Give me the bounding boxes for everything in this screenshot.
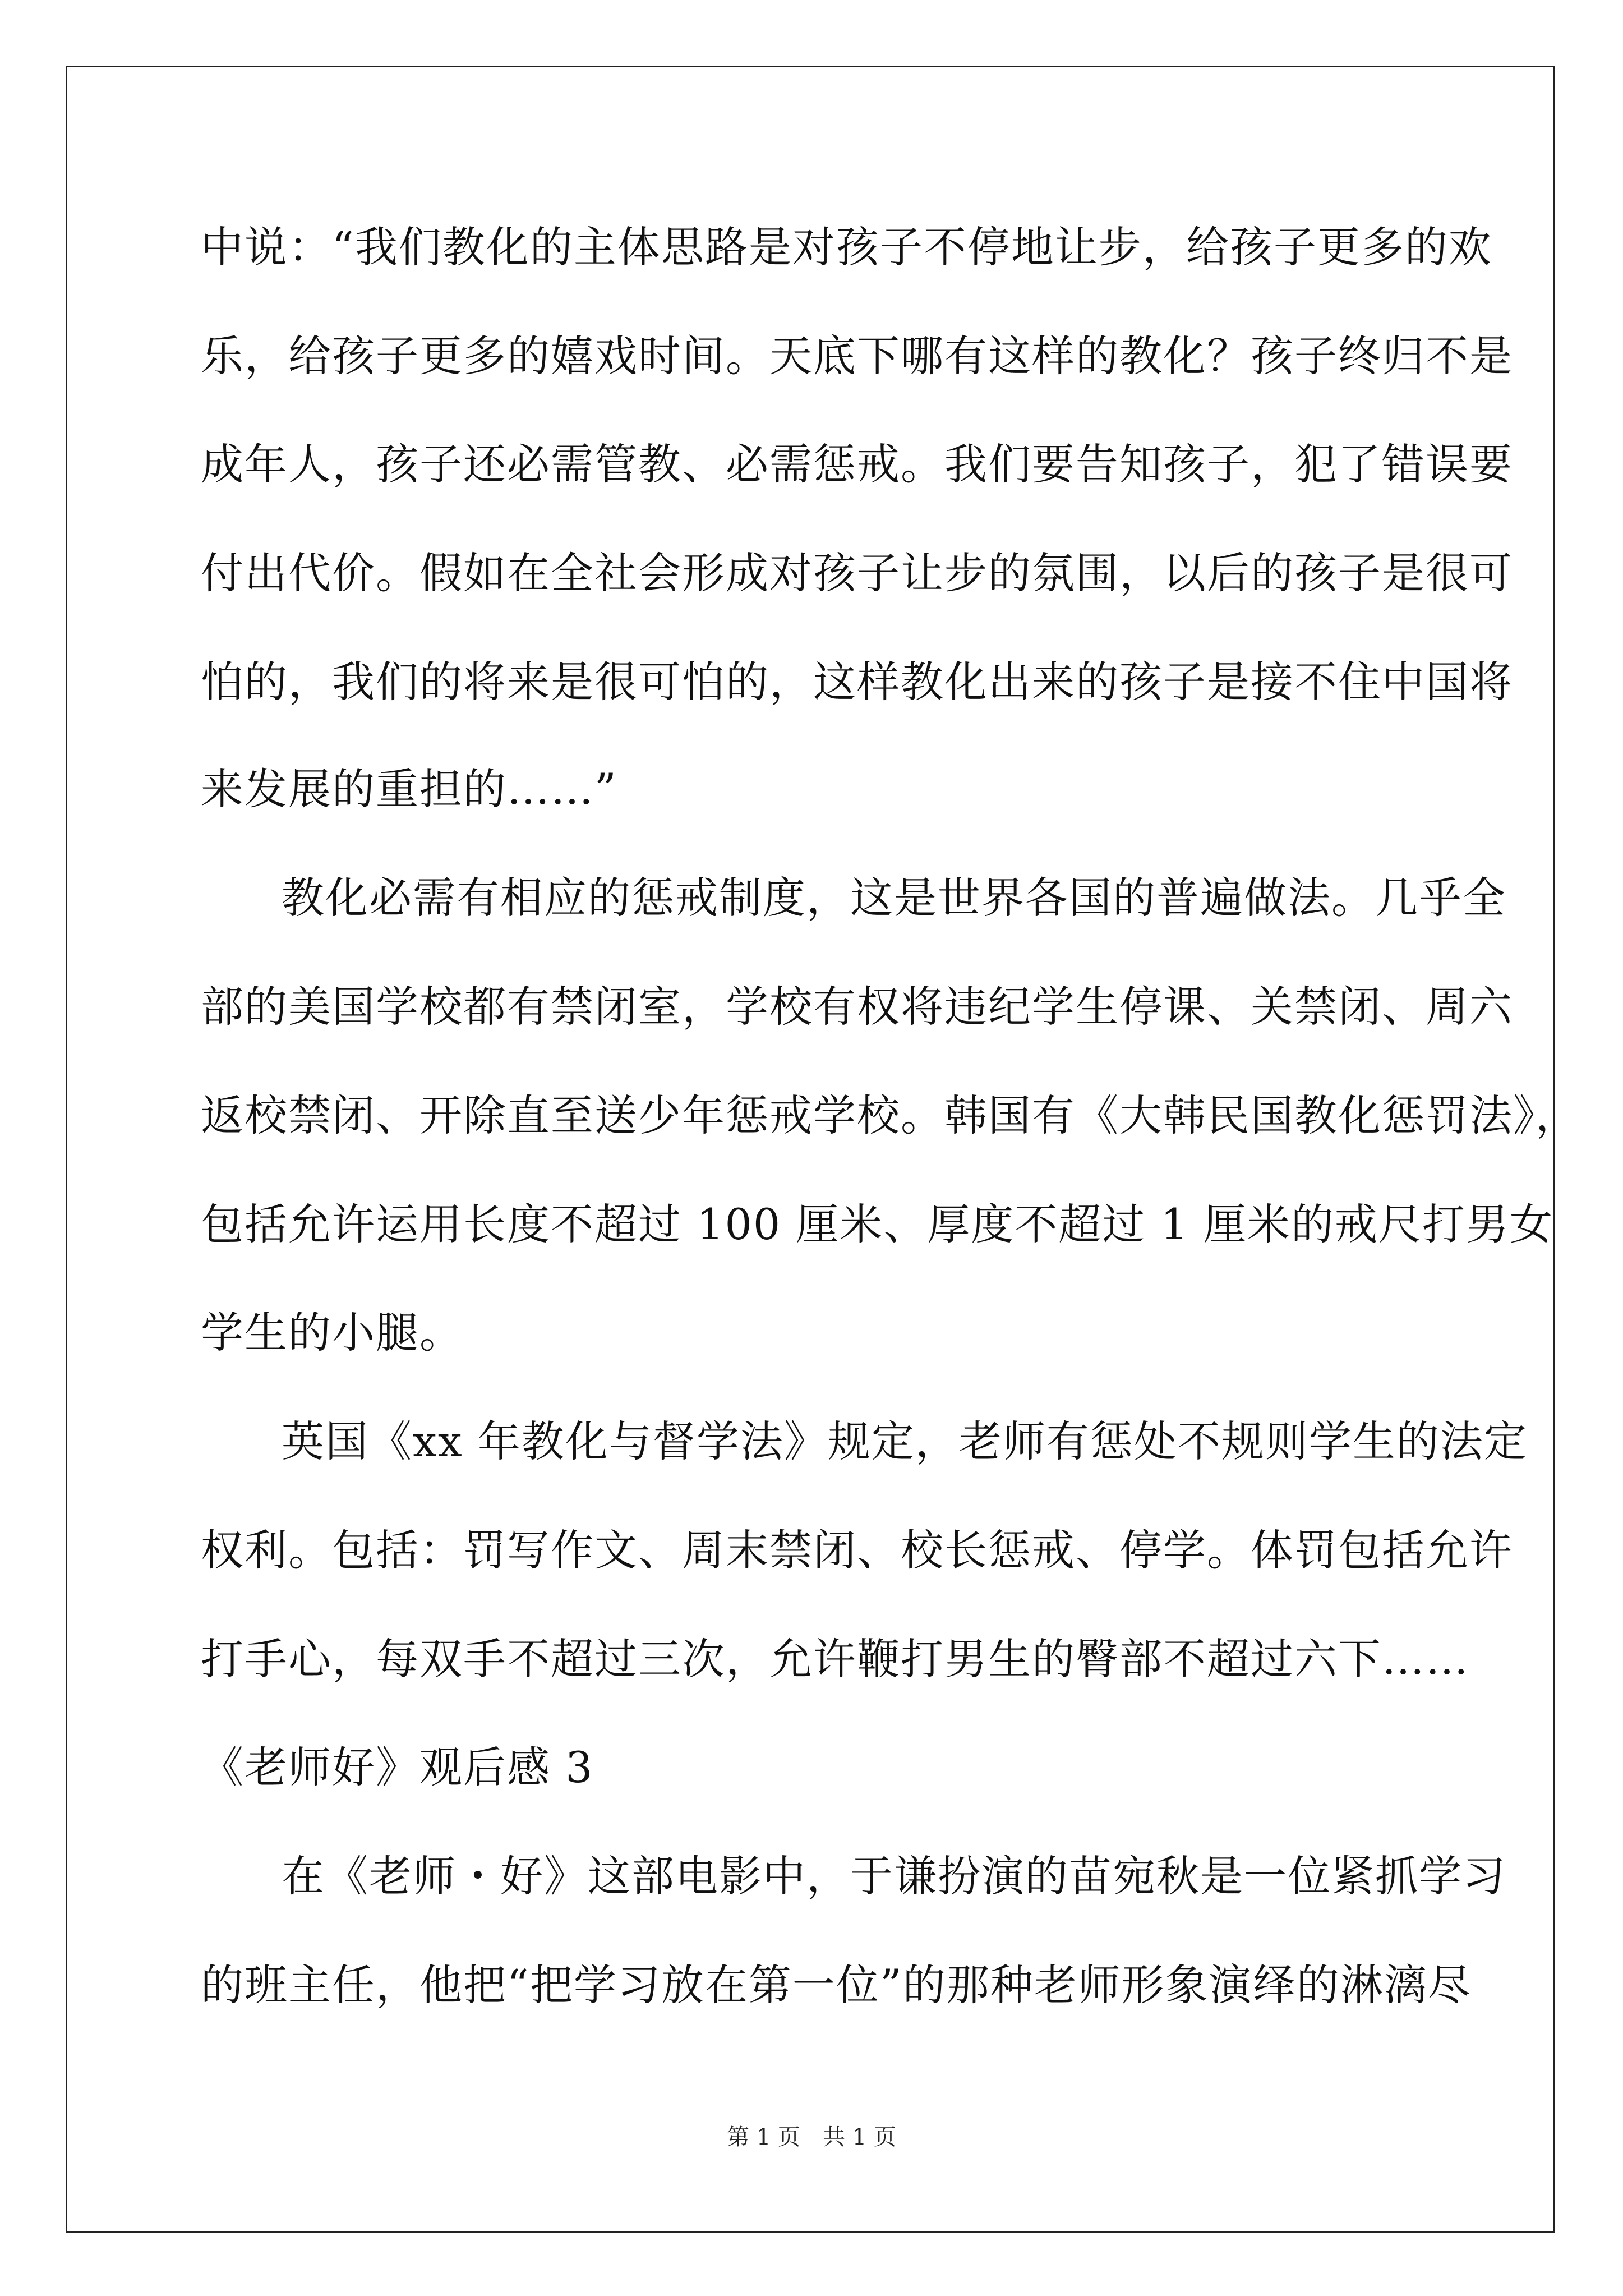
text-line: 学生的小腿。 <box>201 1308 463 1358</box>
text-line: 权利。包括：罚写作文、周末禁闭、校长惩戒、停学。体罚包括允许 <box>201 1525 1513 1575</box>
text-line: 部的美国学校都有禁闭室，学校有权将违纪学生停课、关禁闭、周六 <box>201 982 1513 1032</box>
section-heading: 《老师好》观后感 3 <box>201 1742 594 1792</box>
paragraph-first-line: 在《老师・好》这部电影中，于谦扮演的苗宛秋是一位紧抓学习 <box>282 1851 1506 1901</box>
text-line: 的班主任，他把“把学习放在第一位”的那种老师形象演绎的淋漓尽 <box>201 1960 1472 2010</box>
page-border <box>66 66 1555 2233</box>
text-line: 返校禁闭、开除直至送少年惩戒学校。韩国有《大韩民国教化惩罚法》， <box>201 1091 1579 1140</box>
paragraph-first-line: 教化必需有相应的惩戒制度，这是世界各国的普遍做法。几乎全 <box>282 873 1506 923</box>
text-line: 成年人，孩子还必需管教、必需惩戒。我们要告知孩子，犯了错误要 <box>201 439 1513 489</box>
text-line: 打手心，每双手不超过三次，允许鞭打男生的臀部不超过六下…… <box>201 1634 1469 1684</box>
text-line: 包括允许运用长度不超过 100 厘米、厚度不超过 1 厘米的戒尺打男女 <box>201 1199 1554 1249</box>
text-line: 中说：“我们教化的主体思路是对孩子不停地让步，给孩子更多的欢 <box>201 222 1492 272</box>
text-line: 付出代价。假如在全社会形成对孩子让步的氛围，以后的孩子是很可 <box>201 548 1513 598</box>
text-line: 怕的，我们的将来是很可怕的，这样教化出来的孩子是接不住中国将 <box>201 657 1513 707</box>
text-line: 乐，给孩子更多的嬉戏时间。天底下哪有这样的教化？孩子终归不是 <box>201 331 1513 381</box>
page-number-footer: 第 1 页 共 1 页 <box>727 2124 896 2150</box>
paragraph-first-line: 英国《xx 年教化与督学法》规定，老师有惩处不规则学生的法定 <box>282 1416 1528 1466</box>
text-line: 来发展的重担的……” <box>201 764 617 814</box>
